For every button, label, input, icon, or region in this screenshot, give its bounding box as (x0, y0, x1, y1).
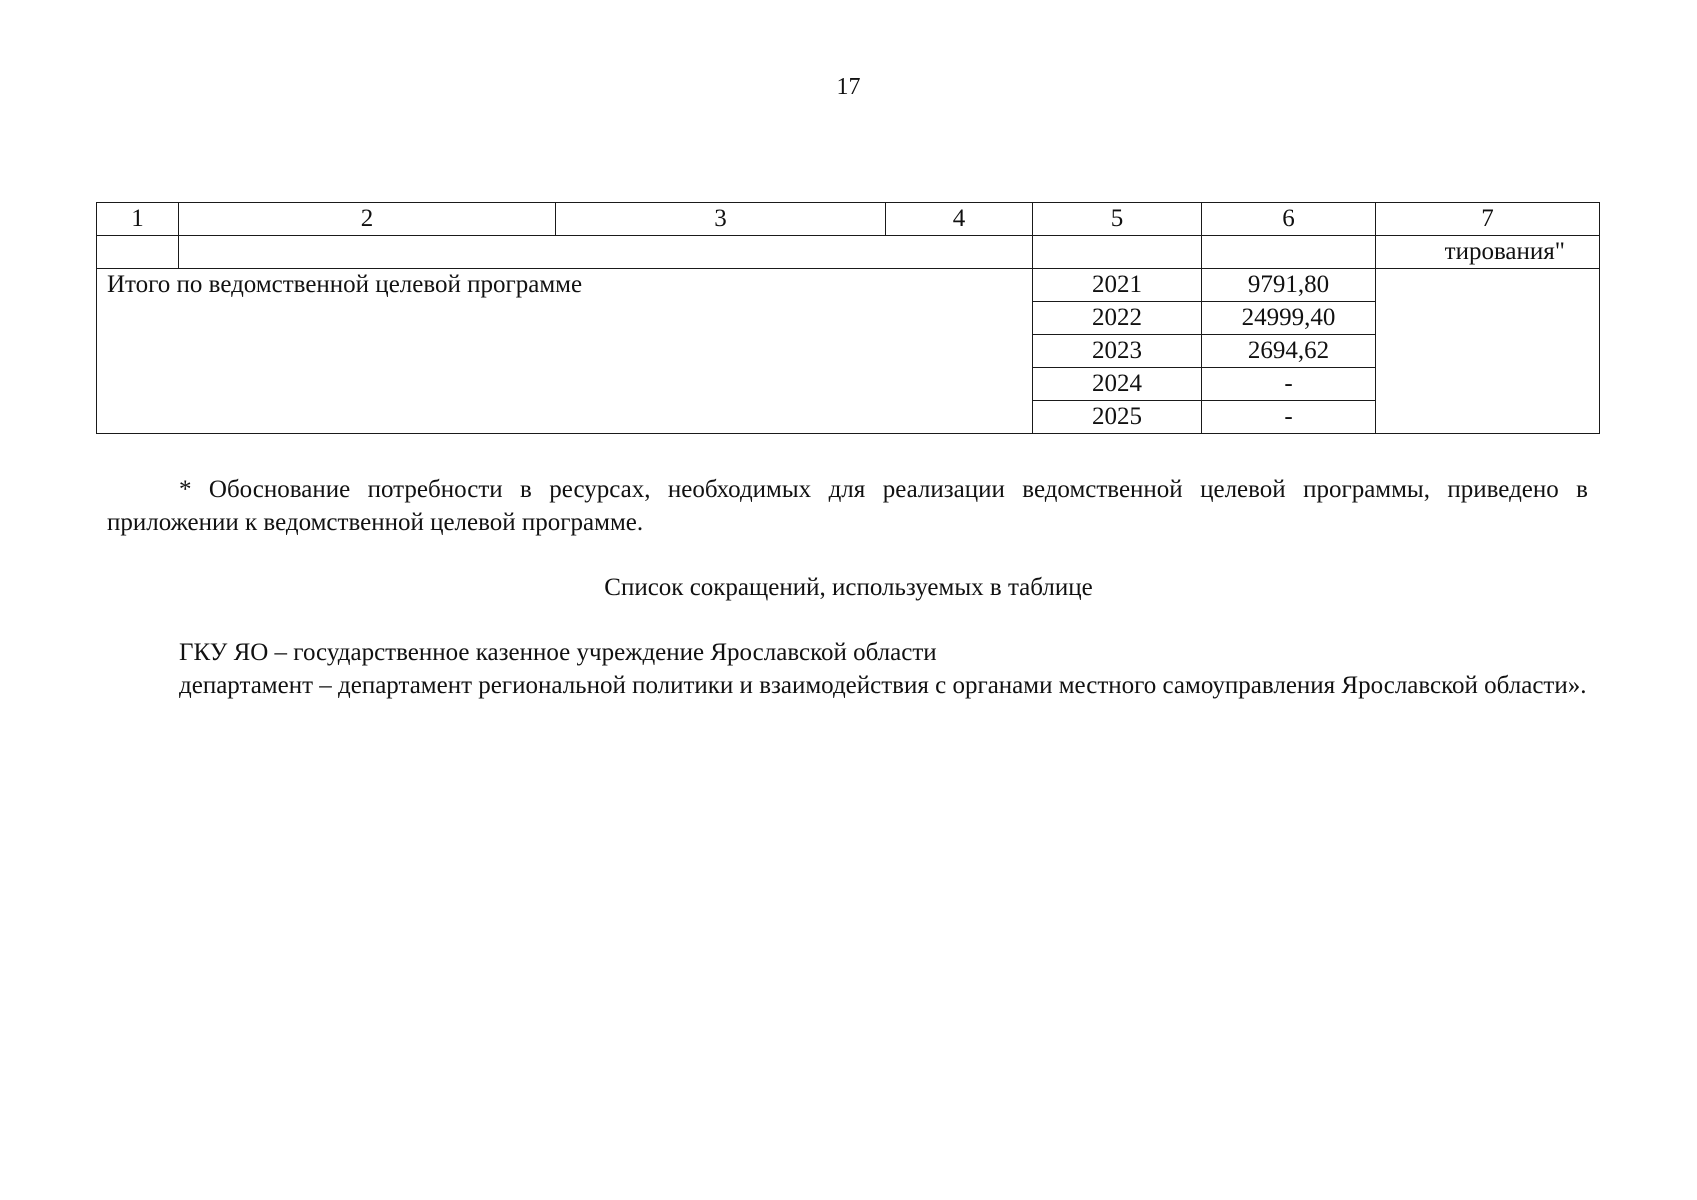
continuation-cell-6 (1202, 236, 1376, 269)
abbreviation-item: департамент – департамент региональной политики и взаимодействия с органами местного самоуправления Ярославской области». (179, 672, 1587, 699)
total-label: Итого по ведомственной целевой программе (97, 269, 1033, 434)
abbreviation-item: ГКУ ЯО – государственное казенное учреждение Ярославской области (179, 639, 937, 666)
total-col7-cell (1376, 269, 1600, 434)
continuation-cell-2-4 (179, 236, 1033, 269)
amount-cell: - (1202, 401, 1376, 434)
page-number: 17 (836, 74, 861, 100)
year-cell: 2024 (1033, 368, 1202, 401)
continuation-cell-5 (1033, 236, 1202, 269)
column-number-5: 5 (1033, 203, 1202, 236)
footnote: * Обоснование потребности в ресурсах, необходимых для реализации ведомственной целевой программы, приведено в приложении к ведомственной целевой программе. (107, 476, 1588, 536)
table-row (97, 269, 1600, 302)
year-cell: 2023 (1033, 335, 1202, 368)
year-cell: 2025 (1033, 401, 1202, 434)
column-number-4: 4 (886, 203, 1033, 236)
continuation-cell-7: тирования" (1376, 236, 1600, 269)
amount-cell: 2694,62 (1202, 335, 1376, 368)
column-number-7: 7 (1376, 203, 1600, 236)
continuation-row (97, 236, 1600, 269)
column-number-2: 2 (179, 203, 556, 236)
column-number-6: 6 (1202, 203, 1376, 236)
year-cell: 2022 (1033, 302, 1202, 335)
amount-cell: 9791,80 (1202, 269, 1376, 302)
abbreviations-list (107, 636, 1588, 702)
abbreviations-heading: Список сокращений, используемых в таблице (604, 574, 1093, 601)
amount-cell: 24999,40 (1202, 302, 1376, 335)
continuation-cell-1 (97, 236, 179, 269)
budget-table (96, 202, 1600, 434)
year-cell: 2021 (1033, 269, 1202, 302)
amount-cell: - (1202, 368, 1376, 401)
column-number-1: 1 (97, 203, 179, 236)
column-number-3: 3 (556, 203, 886, 236)
table-header-row (97, 203, 1600, 236)
